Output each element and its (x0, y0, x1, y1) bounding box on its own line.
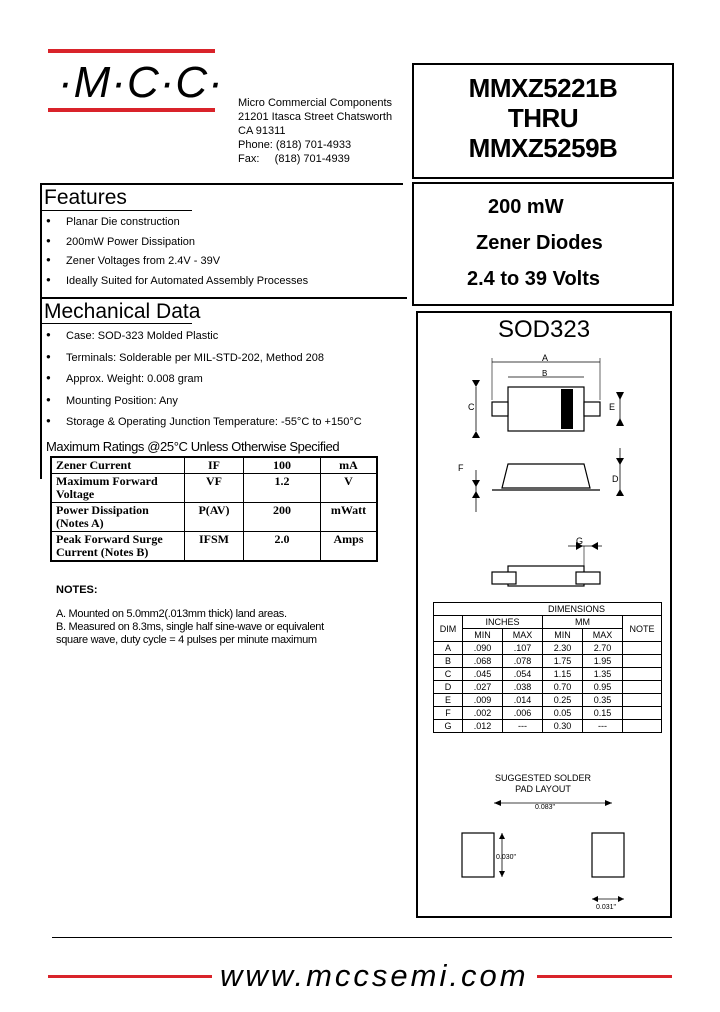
rating-value: 100 (244, 457, 321, 474)
list-item: ● Case: SOD-323 Molded Plastic (46, 330, 362, 352)
description-box (412, 182, 674, 306)
dim-label-b: B (542, 369, 548, 378)
package-body-end-view (508, 566, 584, 586)
table-row (434, 603, 662, 616)
rating-unit: V (321, 474, 378, 503)
col-dim: DIM (434, 616, 463, 642)
company-logo: ·M·C·C· (58, 58, 224, 107)
cell: 0.35 (583, 694, 623, 707)
table-row (51, 457, 377, 474)
solder-dim-width: 0.083" (535, 804, 556, 811)
table-row (434, 694, 662, 707)
dim-label-c: C (468, 402, 475, 412)
dim-label-f: F (458, 463, 464, 473)
features-heading-rule (40, 210, 192, 211)
features-list (46, 216, 308, 294)
cell (623, 681, 662, 694)
solder-pad-drawing (440, 795, 660, 915)
rating-name: Power Dissipation (Notes A) (51, 503, 185, 532)
cell: 2.30 (543, 642, 583, 655)
website-url[interactable] (212, 958, 537, 994)
ratings-table (50, 456, 378, 562)
solder-dim-height: 0.030" (496, 854, 517, 861)
logo-bar-bottom (48, 108, 215, 112)
cell: D (434, 681, 463, 694)
table-row (434, 668, 662, 681)
cell: C (434, 668, 463, 681)
cell: --- (503, 720, 543, 733)
cathode-band (561, 389, 573, 429)
cell: 1.75 (543, 655, 583, 668)
mechanical-heading-rule (40, 323, 192, 324)
note-line: square wave, duty cycle = 4 pulses per minute maximum (56, 634, 317, 646)
mechanical-top-rule (40, 297, 407, 299)
dim-label-a: A (542, 353, 549, 363)
solder-pad-right (592, 833, 624, 877)
cell (623, 694, 662, 707)
solder-title-line: PAD LAYOUT (515, 784, 571, 794)
lead-right (584, 402, 600, 416)
cell: 2.70 (583, 642, 623, 655)
cell (623, 668, 662, 681)
rating-symbol: VF (185, 474, 244, 503)
cell: B (434, 655, 463, 668)
lead-left (492, 402, 508, 416)
dim-label-g: G (576, 536, 584, 546)
table-row (434, 642, 662, 655)
list-item: ● 200mW Power Dissipation (46, 236, 308, 256)
cell: A (434, 642, 463, 655)
part-number-end: MMXZ5259B (468, 133, 618, 163)
cell: .006 (503, 707, 543, 720)
company-address (238, 96, 392, 166)
rating-symbol: IFSM (185, 532, 244, 562)
cell: 0.05 (543, 707, 583, 720)
solder-dim-pad: 0.031" (596, 904, 617, 911)
cell: .038 (503, 681, 543, 694)
solder-pad-left (462, 833, 494, 877)
cell: --- (583, 720, 623, 733)
rating-symbol: IF (185, 457, 244, 474)
notes-heading: NOTES: (56, 584, 98, 596)
rating-name: Maximum Forward Voltage (51, 474, 185, 503)
cell: 1.95 (583, 655, 623, 668)
address-line: CA 91311 (238, 125, 286, 137)
power-rating: 200 mW (488, 196, 564, 218)
rating-name: Zener Current (51, 457, 185, 474)
col-note: NOTE (623, 616, 662, 642)
voltage-range: 2.4 to 39 Volts (467, 268, 601, 290)
cell: F (434, 707, 463, 720)
device-type: Zener Diodes (476, 232, 603, 254)
table-row (434, 616, 662, 629)
col-max: MAX (503, 629, 543, 642)
features-heading: Features (44, 186, 127, 209)
cell (623, 707, 662, 720)
cell: .009 (463, 694, 503, 707)
package-drawing (416, 340, 668, 600)
cell: 1.35 (583, 668, 623, 681)
rating-value: 1.2 (244, 474, 321, 503)
table-row (51, 503, 377, 532)
rating-value: 200 (244, 503, 321, 532)
features-left-rule (40, 183, 42, 479)
address-line: Fax: (818) 701-4939 (238, 153, 350, 165)
cell: .014 (503, 694, 543, 707)
cell: 0.95 (583, 681, 623, 694)
website-url-text[interactable]: www.mccsemi.com (212, 958, 537, 993)
cell: .068 (463, 655, 503, 668)
cell: .090 (463, 642, 503, 655)
cell: .054 (503, 668, 543, 681)
ratings-heading: Maximum Ratings @25°C Unless Otherwise Specified (46, 439, 340, 454)
part-number-start: MMXZ5221B (468, 73, 618, 103)
col-min: MIN (543, 629, 583, 642)
list-item: ● Ideally Suited for Automated Assembly Processes (46, 275, 308, 295)
package-title: SOD323 (498, 316, 591, 343)
mechanical-heading: Mechanical Data (44, 300, 201, 323)
note-line: A. Mounted on 5.0mm2(.013mm thick) land areas. (56, 608, 287, 620)
address-line: 21201 Itasca Street Chatsworth (238, 111, 393, 123)
address-line: Phone: (818) 701-4933 (238, 139, 352, 151)
features-top-rule (40, 183, 403, 185)
solder-title-line: SUGGESTED SOLDER (494, 773, 592, 783)
rating-name: Peak Forward Surge Current (Notes B) (51, 532, 185, 562)
rating-unit: Amps (321, 532, 378, 562)
cell: 1.15 (543, 668, 583, 681)
cell: .078 (503, 655, 543, 668)
cell: E (434, 694, 463, 707)
cell: 0.30 (543, 720, 583, 733)
cell: .012 (463, 720, 503, 733)
dim-label-e: E (609, 402, 616, 412)
table-row (434, 707, 662, 720)
col-max: MAX (583, 629, 623, 642)
table-row (51, 532, 377, 562)
rating-symbol: P(AV) (185, 503, 244, 532)
dimensions-table (433, 602, 662, 733)
list-item: ● Terminals: Solderable per MIL-STD-202, Method 208 (46, 352, 362, 374)
table-row (434, 655, 662, 668)
part-number-box (412, 63, 674, 179)
col-inches: INCHES (463, 616, 543, 629)
list-item: ● Storage & Operating Junction Temperature: -55°C to +150°C (46, 416, 362, 438)
dim-label-d: D (612, 474, 619, 484)
cell: .002 (463, 707, 503, 720)
cell (623, 655, 662, 668)
col-mm: MM (543, 616, 623, 629)
cell: .045 (463, 668, 503, 681)
cell: .027 (463, 681, 503, 694)
dimensions-title: DIMENSIONS (434, 603, 662, 616)
mechanical-list (46, 330, 362, 438)
cell: 0.15 (583, 707, 623, 720)
cell (623, 642, 662, 655)
notes-body (56, 608, 324, 647)
list-item: ● Mounting Position: Any (46, 395, 362, 417)
footer-rule (52, 937, 672, 938)
cell: G (434, 720, 463, 733)
col-min: MIN (463, 629, 503, 642)
table-row (434, 720, 662, 733)
rating-value: 2.0 (244, 532, 321, 562)
rating-unit: mWatt (321, 503, 378, 532)
list-item: ● Approx. Weight: 0.008 gram (46, 373, 362, 395)
list-item: ● Zener Voltages from 2.4V - 39V (46, 255, 308, 275)
note-line: B. Measured on 8.3ms, single half sine-wave or equivalent (56, 621, 324, 633)
cell: .107 (503, 642, 543, 655)
cell (623, 720, 662, 733)
rating-unit: mA (321, 457, 378, 474)
logo-bar-top (48, 49, 215, 53)
cell: 0.70 (543, 681, 583, 694)
list-item: ● Planar Die construction (46, 216, 308, 236)
package-body-side-view (502, 464, 590, 488)
address-line: Micro Commercial Components (238, 97, 393, 109)
solder-layout-title (490, 773, 596, 795)
table-row (51, 474, 377, 503)
cell: 0.25 (543, 694, 583, 707)
table-row (434, 681, 662, 694)
part-number-thru: THRU (507, 103, 579, 133)
